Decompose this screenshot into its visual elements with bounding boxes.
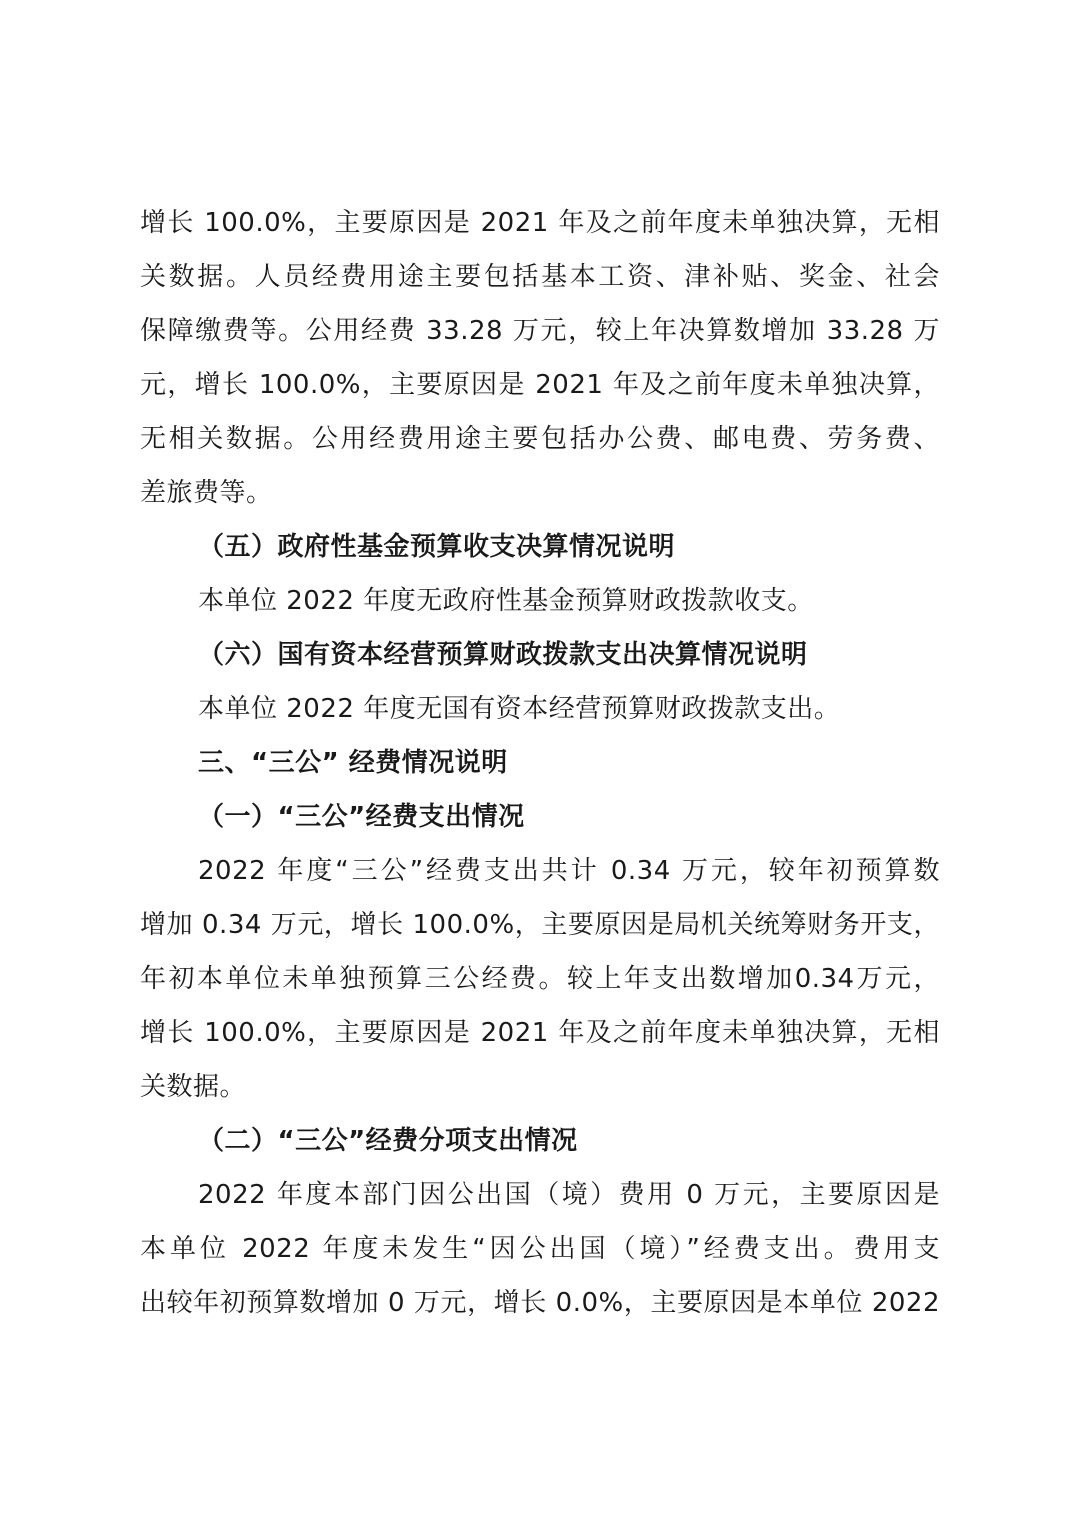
body-text-line: 关数据。 [140,1072,247,1102]
subsection-heading-1: （一）“三公”经费支出情况 [198,802,525,832]
body-text-line: 增长 100.0%，主要原因是 2021 年及之前年度未单独决算，无相 [140,208,940,238]
body-text-line: 本单位 2022 年度无国有资本经营预算财政拨款支出。 [198,694,841,724]
body-text-line: 元，增长 100.0%，主要原因是 2021 年及之前年度未单独决算， [140,370,940,400]
section-heading-5: （五）政府性基金预算收支决算情况说明 [198,532,676,562]
body-text-line: 出较年初预算数增加 0 万元，增长 0.0%，主要原因是本单位 2022 [140,1288,940,1318]
body-text-line: 本单位 2022 年度无政府性基金预算财政拨款收支。 [198,586,814,616]
body-text-line: 增加 0.34 万元，增长 100.0%，主要原因是局机关统筹财务开支， [140,910,940,940]
body-text-line: 保障缴费等。公用经费 33.28 万元，较上年决算数增加 33.28 万 [140,316,940,346]
subsection-heading-2: （二）“三公”经费分项支出情况 [198,1126,578,1156]
body-text-line: 增长 100.0%，主要原因是 2021 年及之前年度未单独决算，无相 [140,1018,940,1048]
body-text-line: 关数据。人员经费用途主要包括基本工资、津补贴、奖金、社会 [140,262,940,292]
body-text-line: 年初本单位未单独预算三公经费。较上年支出数增加0.34万元， [140,964,940,994]
chapter-heading-3: 三、“三公” 经费情况说明 [198,748,508,778]
section-heading-6: （六）国有资本经营预算财政拨款支出决算情况说明 [198,640,808,670]
body-text-line: 差旅费等。 [140,478,273,508]
body-text-line: 无相关数据。公用经费用途主要包括办公费、邮电费、劳务费、 [140,424,940,454]
body-text-line: 2022 年度本部门因公出国（境）费用 0 万元，主要原因是 [198,1180,940,1210]
body-text-line: 本单位 2022 年度未发生“因公出国（境）”经费支出。费用支 [140,1234,940,1264]
body-text-line: 2022 年度“三公”经费支出共计 0.34 万元，较年初预算数 [198,856,940,886]
